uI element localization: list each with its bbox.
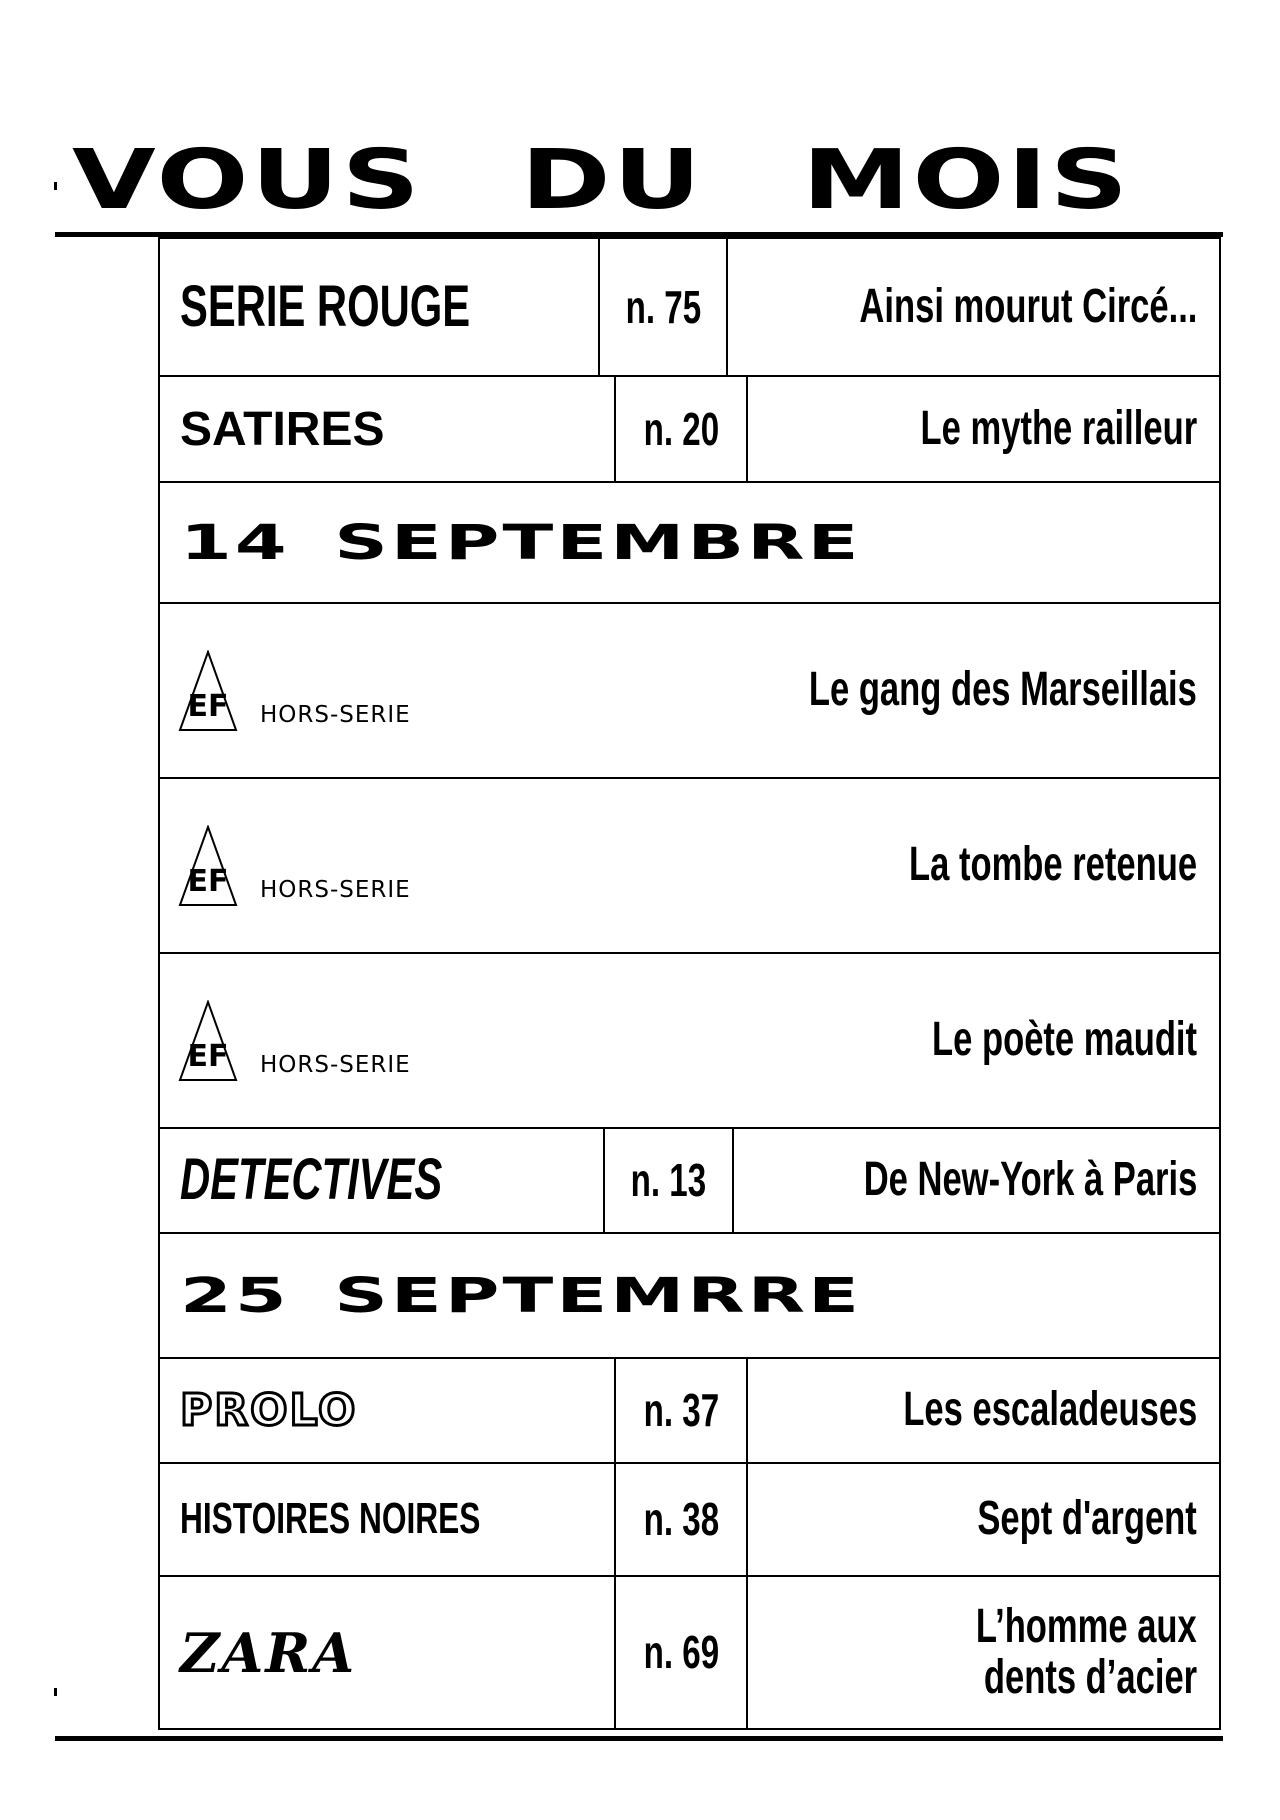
hors-serie-cell (160, 604, 1219, 777)
book-title: Les escaladeuses (903, 1383, 1197, 1437)
book-title-line: dents d’acier (983, 1650, 1197, 1704)
publication-name: SATIRES (180, 402, 385, 456)
publication-name: HISTOIRES NOIRES (180, 1494, 481, 1544)
issue-number-cell (605, 1129, 734, 1232)
schedule-table (158, 237, 1221, 1730)
date-cell (160, 483, 1219, 602)
hors-serie-cell (160, 954, 1219, 1127)
title-cell (748, 1464, 1219, 1575)
publication-cell (160, 1464, 616, 1575)
table-row (158, 604, 1221, 779)
book-title-line: L’homme aux (976, 1600, 1197, 1654)
issue-number: n. 69 (643, 1626, 719, 1679)
ef-hors-serie (160, 1000, 411, 1082)
book-title: Le mythe railleur (920, 401, 1197, 455)
publication-name: DETECTIVES (180, 1147, 443, 1213)
zara-logo: ZARA (180, 1620, 357, 1685)
book-title (890, 1602, 1197, 1703)
prolo-logo: PROLO (180, 1385, 358, 1436)
issue-number-cell (616, 377, 748, 481)
publication-name: SERIE ROUGE (180, 273, 471, 339)
book-title: De New-York à Paris (863, 1153, 1197, 1207)
table-row (158, 954, 1221, 1129)
title-cell (748, 1359, 1219, 1462)
issue-number-cell (600, 239, 727, 375)
scan-speck (54, 182, 57, 190)
title-cell (728, 239, 1219, 375)
title-cell (748, 377, 1219, 481)
publication-cell (160, 377, 616, 481)
table-row (158, 779, 1221, 954)
title-cell (734, 1129, 1219, 1232)
issue-number-cell (616, 1359, 748, 1462)
scan-speck (54, 1688, 57, 1696)
svg-text:EF: EF (187, 688, 229, 724)
release-date: 25 SEPTEMRRE (180, 1267, 863, 1324)
hors-serie-label: HORS-SERIE (260, 876, 411, 903)
issue-number: n. 13 (630, 1154, 707, 1207)
release-date: 14 SEPTEMBRE (180, 514, 862, 571)
hors-serie-label: HORS-SERIE (260, 1051, 411, 1078)
title-cell (658, 665, 1219, 715)
issue-number-cell (616, 1577, 748, 1728)
publication-cell (160, 1129, 605, 1232)
date-cell (160, 1234, 1219, 1357)
svg-text:EF: EF (187, 863, 229, 899)
hors-serie-cell (160, 779, 1219, 952)
book-title: Sept d'argent (977, 1492, 1197, 1546)
svg-text:EF: EF (187, 1038, 229, 1074)
table-row (158, 237, 1221, 377)
book-title: Le poète maudit (932, 1013, 1197, 1067)
issue-number: n. 37 (643, 1384, 719, 1437)
table-row (158, 1464, 1221, 1577)
ef-logo-icon (178, 650, 238, 732)
table-row (158, 1129, 1221, 1234)
title-cell (748, 1577, 1219, 1728)
issue-number: n. 38 (643, 1493, 719, 1546)
ef-logo-icon (178, 1000, 238, 1082)
book-title: La tombe retenue (908, 838, 1197, 892)
table-row (158, 1577, 1221, 1730)
title-cell (797, 840, 1219, 890)
publication-cell (160, 239, 600, 375)
bottom-rule (55, 1736, 1223, 1741)
ef-hors-serie (160, 825, 411, 907)
publication-cell (160, 1359, 616, 1462)
ef-logo-icon (178, 825, 238, 907)
table-row (158, 1359, 1221, 1464)
table-row (158, 377, 1221, 483)
publication-cell (160, 1577, 616, 1728)
issue-number: n. 75 (625, 280, 701, 333)
date-row (158, 483, 1221, 604)
book-title: Ainsi mourut Circé... (859, 279, 1197, 333)
issue-number-cell (616, 1464, 748, 1575)
issue-number: n. 20 (643, 402, 719, 455)
title-cell (829, 1015, 1219, 1065)
page-title: VOUS DU MOIS (72, 133, 1131, 228)
ef-hors-serie (160, 650, 411, 732)
book-title: Le gang des Marseillais (809, 663, 1197, 717)
hors-serie-label: HORS-SERIE (260, 701, 411, 728)
date-row (158, 1234, 1221, 1359)
